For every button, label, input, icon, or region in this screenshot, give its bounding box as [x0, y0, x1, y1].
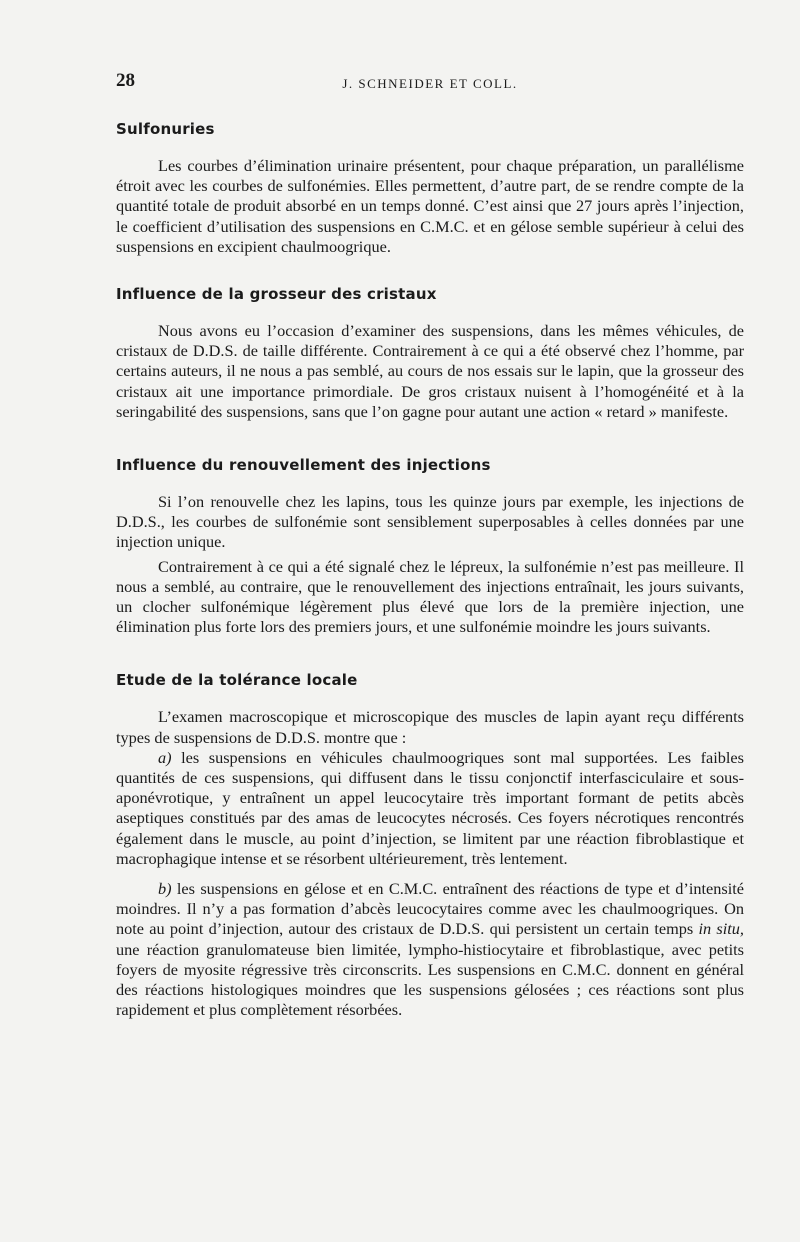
paragraph-tolerance-intro: L’examen macroscopique et microscopique des muscles de lapin ayant reçu différents types de suspensions de D.D.S. montre que : — [116, 707, 744, 747]
paragraph-renouvellement-2: Contrairement à ce qui a été signalé chez le lépreux, la sulfonémie n’est pas meilleure. Il nous a semblé, au contraire, que le renouvellement des injections entraînait, les jours suivants, un clocher sulfonémique légèrement plus élevé que lors de la première injection, une élimination plus forte lors des premiers jours, et une sulfonémie moindre les jours suivants. — [116, 556, 744, 637]
item-text-b-1: les suspensions en gélose et en C.M.C. entraînent des réactions de type et d’intensité moindres. Il n’y a pas formation d’abcès leucocytaires comme avec les chaulmoogriques. On note au point d’injection, autour des cristaux de D.D.S. qui persistent un certain temps — [116, 879, 745, 939]
page-header — [116, 68, 744, 98]
paragraph-grosseur-cristaux: Nous avons eu l’occasion d’examiner des suspensions, dans les mêmes véhicules, de cristaux de D.D.S. de taille différente. Contrairement à ce qui a été observé chez l’homme, par certains auteurs, il ne nous a pas semblé, au cours de nos essais sur le lapin, que la grosseur des cristaux ait une importance primordiale. De gros cristaux nuisent à l’homogénéité et à la seringabilité des suspensions, sans que l’on gagne pour autant une action « retard » manifeste. — [116, 321, 744, 421]
paragraph-tolerance-a — [116, 748, 744, 869]
paragraph-sulfonuries: Les courbes d’élimination urinaire présentent, pour chaque préparation, un parallélisme étroit avec les courbes de sulfonémies. Elles permettent, d’autre part, de se rendre compte de la quantité totale de produit absorbé en un temps donné. C’est ainsi que 27 jours après l’injection, le coefficient d’utilisation des suspensions en C.M.C. et en gélose semble supérieur à celui des suspensions en excipient chaulmoogrique. — [116, 156, 744, 256]
page-number: 28 — [116, 70, 135, 91]
page — [116, 68, 744, 1021]
item-label-b: b) — [158, 879, 172, 899]
heading-sulfonuries: Sulfonuries — [116, 120, 215, 138]
in-situ-italic: in situ, — [698, 919, 744, 939]
heading-grosseur-cristaux: Influence de la grosseur des cristaux — [116, 285, 437, 304]
item-text-b-2: une réaction granulomateuse bien limitée, lympho-histiocytaire et fibroblastique, avec petits foyers de myosite régressive très circonscrits. Les suspensions en C.M.C. donnent en général des réactions histologiques moindres que les suspensions gélosées ; ces réactions sont plus rapidement et plus complètement résorbées. — [116, 939, 744, 1020]
heading-renouvellement: Influence du renouvellement des injections — [116, 456, 491, 475]
running-head: J. SCHNEIDER ET COLL. — [342, 76, 518, 91]
paragraph-renouvellement-1: Si l’on renouvelle chez les lapins, tous les quinze jours par exemple, les injections de D.D.S., les courbes de sulfonémie sont sensiblement superposables à celles données par une injection unique. — [116, 492, 744, 552]
item-label-a: a) — [158, 747, 172, 767]
heading-tolerance-locale: Etude de la tolérance locale — [116, 671, 358, 690]
item-text-a: les suspensions en véhicules chaulmoogriques sont mal supportées. Les faibles quantités de ces suspensions, qui diffusent dans le tissu conjonctif interfasciculaire et sous-aponévrotique, y entraînent un appel leucocytaire très important formant de petits abcès aseptiques constitués par des amas de leucocytes nécrosés. Ces foyers nécrotiques rencontrés également dans le muscle, au point d’injection, se limitent par une réaction fibroblastique et macrophagique intense et se résorbent ultérieurement, très lentement. — [116, 747, 744, 868]
paragraph-tolerance-b — [116, 879, 744, 1020]
